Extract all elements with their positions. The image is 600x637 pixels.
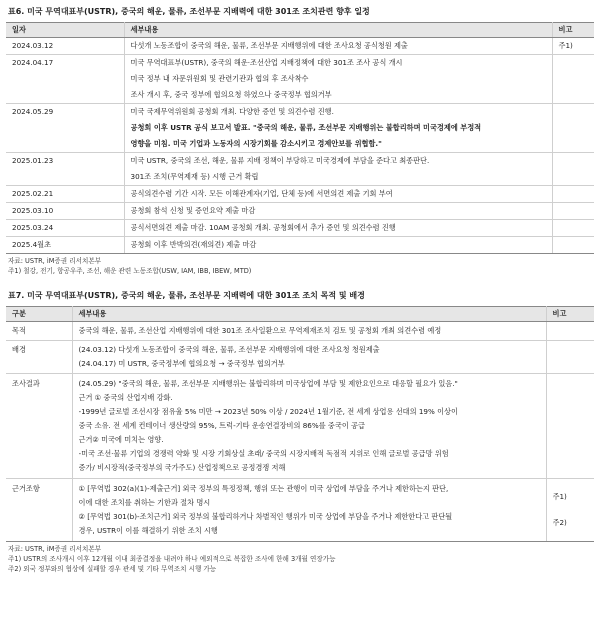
table2-footnote: 주1) USTR의 조사개시 이후 12개월 이내 최종결정을 내려야 하나 예외적으로 복잡한 조사에 한해 3개월 연장가능 [8,555,336,563]
content-line: 301조 조치(무역제재 등) 시행 근거 확립 [130,172,259,181]
purpose-table [6,306,594,542]
header-content: 세부내용 [72,307,546,322]
table2-footnote: 주2) 외국 정부와의 협상에 실패할 경우 관세 및 기타 무역조치 시행 가능 [8,565,217,573]
table-row [6,186,594,203]
table-row [6,203,594,220]
table-row [6,55,594,104]
content-cell [72,322,546,341]
table1-source: 자료: USTR, iM증권 리서치본부 [8,257,102,265]
table2-title: 표7. 미국 무역대표부(USTR), 중국의 해운, 물류, 조선부문 지배력에 대한 301조 조치 목적 및 배경 [8,291,365,300]
table-row [6,104,594,153]
content-line: 미국 국제무역위원회 공청회 개최. 다양한 증언 및 의견수렴 진행. [130,107,334,116]
content-line: 미국 무역대표부(USTR), 중국의 해운·조선산업 지배정책에 대한 301조 조사 공식 개시 [130,58,403,67]
header-date: 일자 [6,23,124,38]
date-cell: 2025.4월초 [6,237,124,254]
content-line: -1999년 글로벌 조선시장 점유율 5% 미만 → 2023년 50% 이상 / 2024년 1월기준, 전 세계 상업용 선대의 19% 이상이 [78,407,458,416]
table-row [6,479,594,542]
content-cell [124,237,552,254]
content-cell [72,479,546,542]
content-cell [72,374,546,479]
content-line: 공청회 참석 신청 및 증언요약 제출 마감 [130,206,256,215]
content-line: (24.05.29) "중국의 해운, 물류, 조선부문 지배행위는 불합리하며 미국상업에 부담 및 제한요인으로 대응할 필요가 있음." [78,379,458,388]
note-cell: 주1) [552,38,594,55]
content-line: 미국 정부 내 자문위원회 및 관련기관과 협의 후 조사착수 [130,74,309,83]
note-cell [552,237,594,254]
content-line: ② [무역법 301(b)-조치근거] 외국 정부의 불합리하거나 차별적인 행위가 미국 상업에 부담을 주거나 제한한다고 판단될 [78,512,453,521]
content-cell [124,104,552,153]
content-line: 중국의 해운, 물류, 조선산업 지배행위에 대한 301조 조사일환으로 무역제재조치 검토 및 공청회 개최 의견수렴 예정 [78,326,442,335]
content-line: -미국 조선·물류 기업의 경쟁력 약화 및 시장 기회상실 초래/ 중국의 시장지배적 독점적 지위로 인해 글로벌 공급망 위험 [78,449,449,458]
content-line: 증가/ 비시장적(중국정부의 국가주도) 산업정책으로 공정경쟁 저해 [78,463,286,472]
content-cell [124,203,552,220]
header-content: 세부내용 [124,23,552,38]
table-row [6,322,594,341]
table2-source: 자료: USTR, iM증권 리서치본부 [8,545,102,553]
note-cell [546,374,594,479]
date-cell: 2024.05.29 [6,104,124,153]
date-cell: 2025.03.10 [6,203,124,220]
content-line: 공청회 이후 반박의견(재의견) 제출 마감 [130,240,257,249]
content-cell [72,341,546,374]
table1-footnote: 주1) 철강, 전기, 항공우주, 조선, 해운 관련 노동조합(USW, IAM, IBB, IBEW, MTD) [8,267,252,275]
content-line: 중국 소유. 전 세계 컨테이너 생산량의 95%, 트럭-기타 운송연결장비의 86%를 중국이 공급 [78,421,365,430]
content-line: (24.03.12) 다섯개 노동조합이 중국의 해운, 물류, 조선부문 지배행위에 대한 조사요청 청원제출 [78,345,380,354]
content-line: 이에 대한 조치를 취하는 기한과 절차 명시 [78,498,211,507]
note-cell [552,186,594,203]
content-cell [124,186,552,203]
category-cell: 배경 [6,341,72,374]
note-label: 주1) [552,492,567,501]
content-line: ① [무역법 302(a)(1)-제출근거] 외국 정부의 특정정책, 행위 또는 관행이 미국 상업에 부담을 주거나 제한하는지 판단, [78,484,449,493]
category-cell: 조사결과 [6,374,72,479]
date-cell: 2025.03.24 [6,220,124,237]
header-category: 구분 [6,307,72,322]
note-cell [552,203,594,220]
table-row [6,374,594,479]
content-cell [124,153,552,186]
content-cell [124,55,552,104]
category-cell: 근거조항 [6,479,72,542]
note-cell [546,341,594,374]
note-cell [552,153,594,186]
date-cell: 2025.01.23 [6,153,124,186]
table-row [6,237,594,254]
note-cell [552,104,594,153]
date-cell: 2024.04.17 [6,55,124,104]
table-row [6,220,594,237]
content-cell [124,220,552,237]
content-line: 경우, USTR이 이를 해결하기 위한 조치 시행 [78,526,218,535]
note-cell [546,479,594,542]
table-row [6,38,594,55]
note-cell [552,55,594,104]
content-line: 공청회 이후 USTR 공식 보고서 발표. "중국의 해운, 물류, 조선부문 지배행위는 불합리하며 미국경제에 부정적 [130,123,482,132]
content-line: 조사 개시 후, 중국 정부에 협의요청 하였으나 중국정부 협의거부 [130,90,332,99]
note-label: 주2) [552,518,567,527]
schedule-table [6,22,594,254]
header-note: 비고 [546,307,594,322]
header-note: 비고 [552,23,594,38]
content-line: 근거 ① 중국의 산업지배 강화. [78,393,173,402]
document-page [6,6,594,574]
note-cell [552,220,594,237]
content-line: 공식서면의견 제출 마감. 10AM 공청회 개최. 공청회에서 추가 증언 및 의견수렴 진행 [130,223,396,232]
table-row [6,153,594,186]
table-row [6,341,594,374]
content-cell [124,38,552,55]
content-line: 공식의견수렴 기간 시작. 모든 이해관계자(기업, 단체 등)에 서면의견 제출 기회 부여 [130,189,393,198]
content-line: 다섯개 노동조합이 중국의 해운, 물류, 조선부문 지배행위에 대한 조사요청 공식청원 제출 [130,41,408,50]
content-line: (24.04.17) 미 USTR, 중국정부에 협의요청 → 중국정부 협의거부 [78,359,285,368]
category-cell: 목적 [6,322,72,341]
note-cell [546,322,594,341]
content-line: 근거② 미국에 미치는 영향. [78,435,164,444]
date-cell: 2025.02.21 [6,186,124,203]
content-line: 미국 USTR, 중국의 조선, 해운, 물류 지배 정책이 부당하고 미국경제에 부담을 준다고 최종판단. [130,156,430,165]
content-line: 영향을 미침. 미국 기업과 노동자의 시장기회를 감소시키고 경제안보를 위협함." [130,139,382,148]
date-cell: 2024.03.12 [6,38,124,55]
table1-title: 표6. 미국 무역대표부(USTR), 중국의 해운, 물류, 조선부문 지배력에 대한 301조 조치관련 향후 일정 [8,7,370,16]
